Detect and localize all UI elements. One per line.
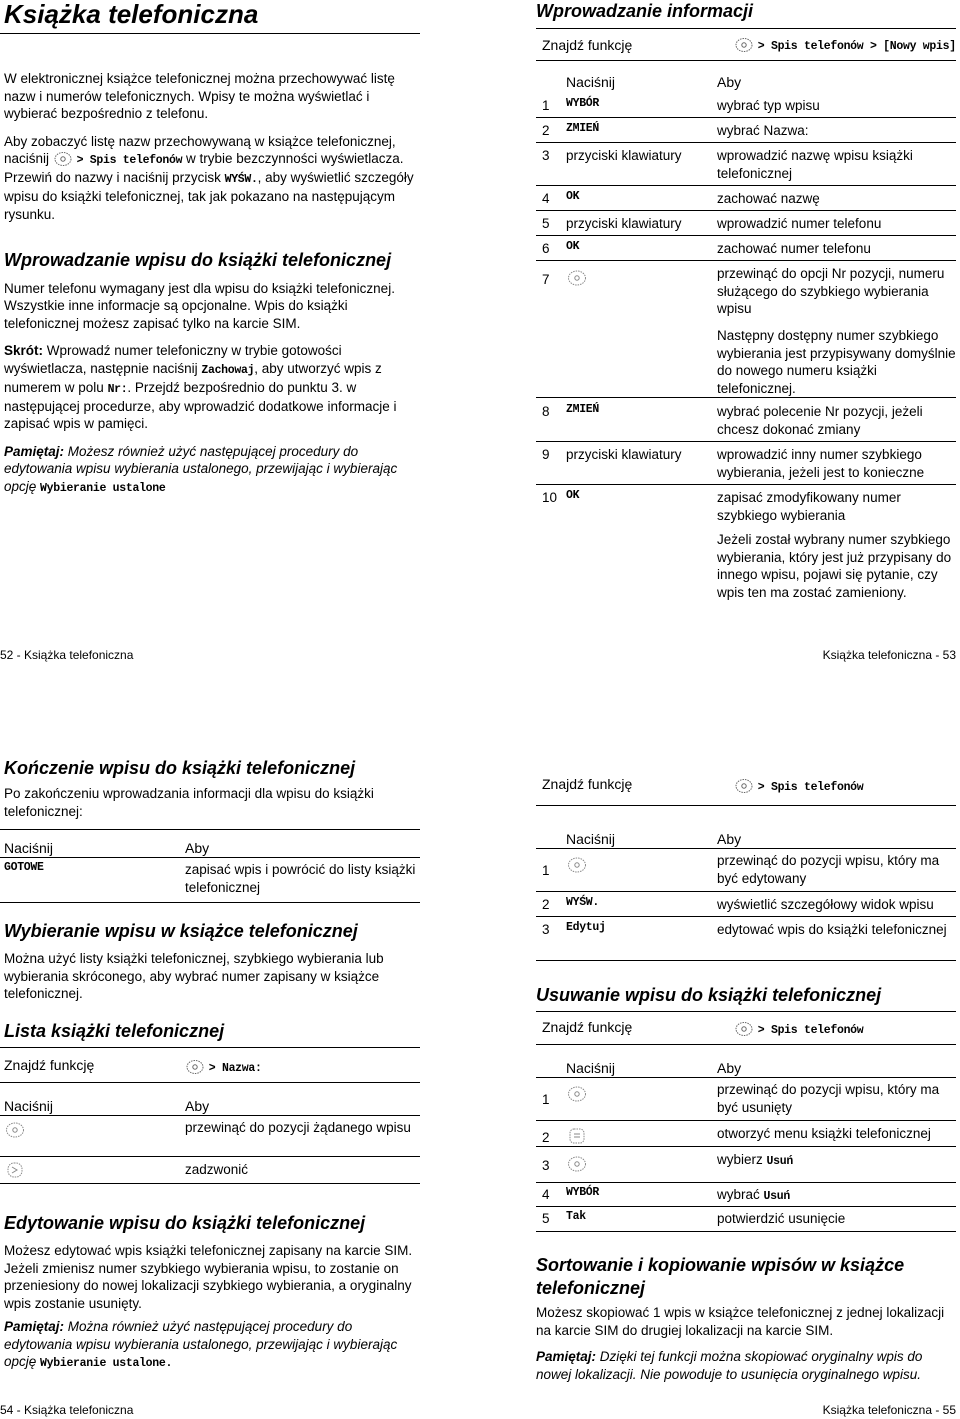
row-divider xyxy=(536,1182,956,1183)
done-aby: zapisać wpis i powrócić do listy książki telefonicznej xyxy=(185,862,416,895)
row-divider xyxy=(536,916,956,917)
col-press: Naciśnij xyxy=(4,1098,54,1114)
nav-key-icon xyxy=(185,1059,205,1075)
row-divider xyxy=(536,260,956,261)
row-divider xyxy=(536,441,956,442)
row-divider xyxy=(536,235,956,236)
heading-rule xyxy=(0,1047,420,1048)
col-aby: Aby xyxy=(185,840,210,856)
p52-note: Pamiętaj: Możesz również użyć następującej procedury do edytowania wpisu wybierania ustalonego, przewijając i wybierając opcję Wybieranie ustalone xyxy=(4,443,398,495)
table-rule xyxy=(0,1183,420,1184)
row-divider xyxy=(536,117,956,118)
page-footer-52: 52 - Książka telefoniczna xyxy=(0,648,134,662)
row-divider xyxy=(536,848,956,849)
find-feature-label: Znajdź funkcję xyxy=(4,1057,95,1073)
table-rule xyxy=(536,805,956,806)
p55-sort-para: Możesz skopiować 1 wpis w książce telefonicznej z jednej lokalizacji na karcie SIM do drugiej lokalizacji na karcie SIM. xyxy=(536,1305,945,1338)
scroll-key-icon xyxy=(4,1121,26,1144)
delete-choose: wybierz Usuń xyxy=(717,1152,793,1168)
find-feature-label: Znajdź funkcję xyxy=(542,37,633,53)
row-divider xyxy=(0,1115,420,1116)
page-footer-53: Książka telefoniczna - 53 xyxy=(822,648,956,662)
section-heading-finish-entry: Kończenie wpisu do książki telefonicznej xyxy=(4,758,356,778)
table-rule xyxy=(0,829,420,830)
send-key-icon xyxy=(4,1161,26,1184)
p54-dial-para: Można użyć listy książki telefonicznej, szybkiego wybierania lub wybierania skróconego, aby wybrać numer zapisany w książce telefonicznej. xyxy=(4,951,384,1002)
p52-intro2: Aby zobaczyć listę nazw przechowywaną w książce telefonicznej, naciśnij > Spis telefonów w trybie bezczynności wyświetlacza. Przewiń do nazwy i naciśnij przycisk WYŚW., aby wyświetlić szczegóły wpisu do książki telefonicznej, tak jak pokazano na następującym rysunku. xyxy=(4,133,414,222)
row-divider xyxy=(0,1156,420,1157)
section-heading-sort-copy: Sortowanie i kopiowanie wpisów w książce telefonicznej xyxy=(536,1255,905,1298)
row-divider xyxy=(536,210,956,211)
page-title: Książka telefoniczna xyxy=(4,0,259,29)
row-divider xyxy=(536,142,956,143)
col-press: Naciśnij xyxy=(4,840,54,856)
find-feature-path: > Spis telefonów xyxy=(734,777,863,796)
table-rule xyxy=(0,1082,420,1083)
list-row2-aby: zadzwonić xyxy=(185,1162,249,1177)
row-divider xyxy=(536,1146,956,1147)
nav-key-icon xyxy=(734,1021,754,1037)
find-feature-path: > Spis telefonów > [Nowy wpis] xyxy=(734,36,956,55)
heading-rule xyxy=(536,28,956,29)
find-feature-label: Znajdź funkcję xyxy=(542,776,633,792)
find-feature-path: > Spis telefonów xyxy=(734,1020,863,1039)
scroll-key-icon xyxy=(566,856,588,879)
nav-key-icon xyxy=(734,778,754,794)
table-rule xyxy=(536,1044,956,1045)
p54-edit-para: Możesz edytować wpis książki telefonicznej zapisany na karcie SIM. Jeżeli zmienisz numer szybkiego wybierania wpisu, to zostanie on przeniesiony do nowej lokalizacji szybkiego wybierania, a oryginalny wpis zostanie usunięty. xyxy=(4,1243,413,1311)
p52-shortcut: Skrót: Wprowadź numer telefoniczny w trybie gotowości wyświetlacza, następnie naciśnij Zachowaj, aby utworzyć wpis z numerem w polu Nr:. Przejdź bezpośrednio do punktu 3. w następującej procedurze, aby wprowadzić dodatkowe informacje i zapisać wpis w pamięci. xyxy=(4,343,397,432)
table-rule xyxy=(0,902,420,903)
scroll-key-icon xyxy=(566,1155,588,1178)
section-heading-edit-entry: Edytowanie wpisu do książki telefonicznej xyxy=(4,1213,366,1233)
row-divider xyxy=(536,1206,956,1207)
find-feature-path: > Nazwa: xyxy=(185,1058,262,1077)
page-53: Wprowadzanie informacji Znajdź funkcję > Spis telefonów > [Nowy wpis] Naciśnij Aby 1 WYBÓR wybrać typ wpisu 2 ZMIEŃ wybrać Nazwa: 3 przyciski klawiatury wprowadzić nazwę wpisu książki telefonicznej 4 OK zachować nazwę 5 przyciski klawiatury wprowadzić numer telefonu 6 OK zachować numer telefonu 7 przewinąć do opcji Nr pozycji, numeru służącego do szybkiego wybierania wpisu Następny dostępny numer szybkiego wybierania jest przypisywany domyślnie do nowego numeru książki telefonicznej. 8 ZMIEŃ wybrać polecenie Nr pozycji, jeżeli chcesz dokonać zmiany 9 przyciski klawiatury wprowadzić inny numer szybkiego wybierania, jeżeli jest to konieczne 10 OK zapisać zmodyfikowany numer szybkiego wybierania Jeżeli został wybrany numer szybkiego wybierania, który jest już przypisany do innego wpisu, pojawi się pytanie, czy wpis ten ma zostać zamieniony. xyxy=(536,1,956,600)
nav-key-icon xyxy=(734,37,754,53)
row-divider xyxy=(536,1077,956,1078)
heading-rule xyxy=(536,1011,956,1012)
p54-note: Pamiętaj: Można również użyć następującej procedury do edytowania wpisu wybierania ustalonego, przewijając i wybierając opcję Wybieranie ustalone. xyxy=(4,1319,398,1371)
col-aby: Aby xyxy=(185,1098,210,1114)
done-key: GOTOWE xyxy=(4,861,44,874)
row-divider xyxy=(536,484,956,485)
p52-para1: Numer telefonu wymagany jest dla wpisu do książki telefonicznej. Wszystkie inne informacje są opcjonalne. Wpis do książki telefonicznej możesz zapisać tylko na karcie SIM. xyxy=(4,280,395,331)
title-rule xyxy=(0,33,420,34)
p52-body xyxy=(4,70,420,497)
page-footer-54: 54 - Książka telefoniczna xyxy=(0,1403,134,1417)
page-54 xyxy=(4,757,420,1397)
row-divider xyxy=(536,397,956,398)
page-footer-55: Książka telefoniczna - 55 xyxy=(822,1403,956,1417)
nav-key-icon xyxy=(53,151,73,167)
section-heading-add-entry: Wprowadzanie wpisu do książki telefonicznej xyxy=(4,250,392,271)
p52-intro1: W elektronicznej książce telefonicznej można przechowywać listę nazw i numerów telefonicznych. Wpisy te można wyświetlać i wybierać bezpośrednio z telefonu. xyxy=(4,71,395,122)
scroll-key-icon xyxy=(566,269,588,292)
p55-note: Pamiętaj: Dzięki tej funkcji można skopiować oryginalny wpis do nowej lokalizacji. Nie powoduje to usunięcia oryginalnego wpisu. xyxy=(536,1349,923,1382)
section-heading-delete-entry: Usuwanie wpisu do książki telefonicznej xyxy=(536,985,882,1005)
page-55: Znajdź funkcję > Spis telefonów Naciśnij Aby 1 przewinąć do pozycji wpisu, który ma być edytowany 2 WYŚW. wyświetlić szczegółowy widok wpisu 3 Edytuj edytować wpis do książki telefonicznej Usuwanie wpisu do książki telefonicznej Znajdź funkcję > Spis telefonów Naciśnij Aby 1 przewinąć do pozycji wpisu, który ma być usunięty 2 otworzyć menu książki telefonicznej 3 wybierz Usuń 4 WYBÓR wybrać Usuń 5 Tak potwierdzić usunięcie Sortowanie i kopiowanie wpisów w książce telefonicznej Możesz skopiować 1 wpis w książce telefonicznej z jednej lokalizacji na karcie SIM do drugiej lokalizacji na karcie SIM. Pamiętaj: Dzięki tej funkcji można skopiować oryginalny wpis do nowej lokalizacji. Nie powoduje to usunięcia oryginalnego wpisu. xyxy=(536,757,956,1397)
row-divider xyxy=(536,891,956,892)
delete-select: wybrać Usuń xyxy=(717,1187,790,1203)
row-divider xyxy=(0,857,420,858)
row-divider xyxy=(536,185,956,186)
section-heading-list: Lista książki telefonicznej xyxy=(4,1021,225,1041)
list-row1-aby: przewinąć do pozycji żądanego wpisu xyxy=(185,1120,411,1135)
table-rule xyxy=(536,960,956,961)
row-divider xyxy=(536,1120,956,1121)
table-rule xyxy=(536,60,956,61)
table-rule xyxy=(536,1231,956,1232)
scroll-key-icon xyxy=(566,1085,588,1108)
p54-end-para: Po zakończeniu wprowadzania informacji dla wpisu do książki telefonicznej: xyxy=(4,786,374,819)
find-feature-label: Znajdź funkcję xyxy=(542,1019,633,1035)
section-heading-dial-entry: Wybieranie wpisu w książce telefonicznej xyxy=(4,921,358,941)
section-heading-entering-info: Wprowadzanie informacji xyxy=(536,1,754,21)
